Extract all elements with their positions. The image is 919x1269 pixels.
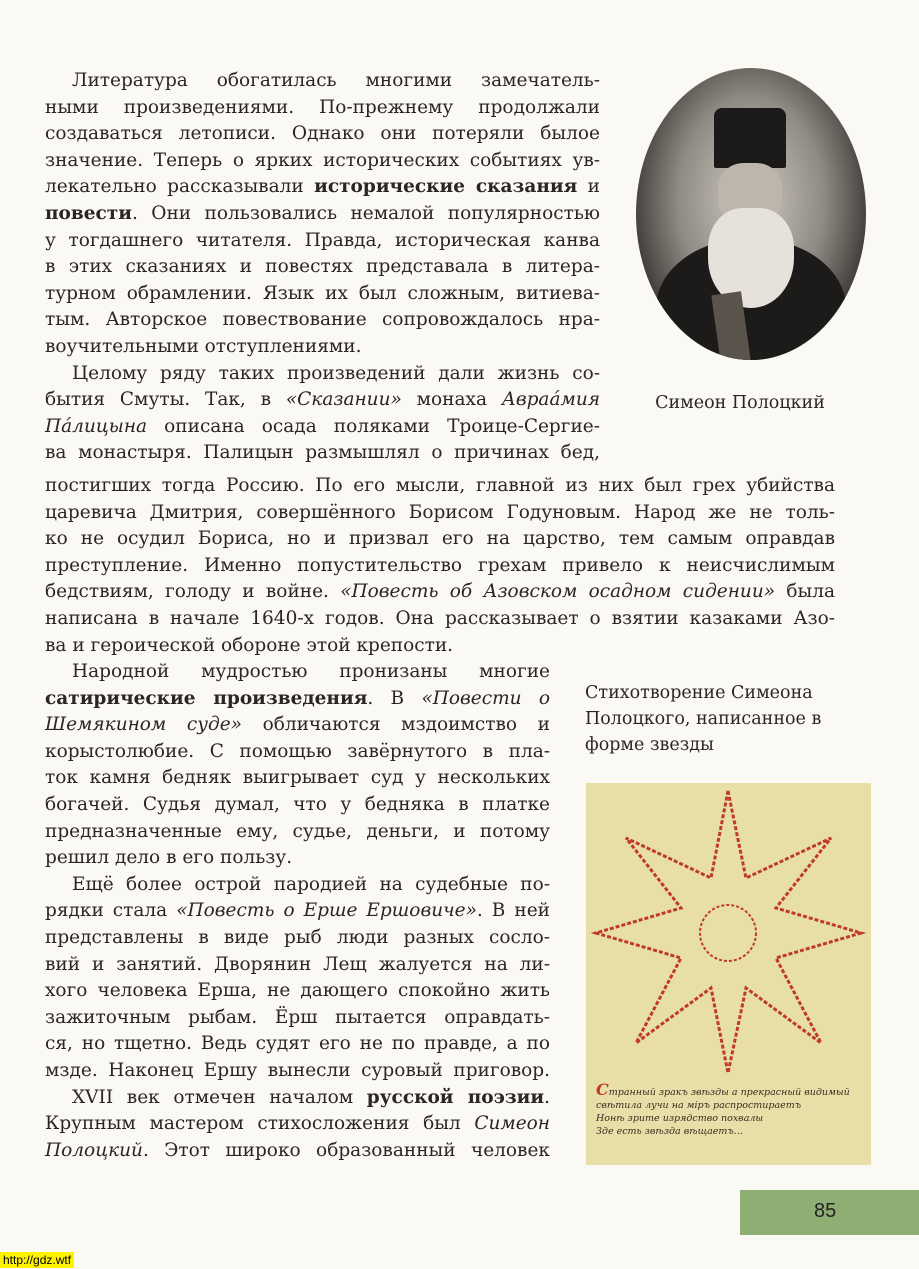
text-run: богачей. Судья думал, что у бедняка в платке (45, 793, 550, 815)
italic-title: Симеон (474, 1113, 550, 1135)
text-line (45, 307, 600, 334)
italic-title: Пáлицына (45, 415, 148, 437)
star-shape-icon (586, 783, 871, 1083)
text-run: в этих сказаниях и повестях представала в литера- (45, 256, 600, 278)
text-run: преступление. Именно попустительство грехам привело к неисчислимым (45, 554, 835, 576)
text-run: Целому ряду таких произведений дали жизнь со- (72, 362, 600, 384)
text-line (45, 1111, 550, 1138)
italic-title: Полоцкий (45, 1139, 143, 1161)
text-line (45, 387, 600, 414)
text-run: зажиточным рыбам. Ёрш пытается оправдать- (45, 1006, 550, 1028)
text-line (45, 898, 550, 925)
text-line (45, 1005, 550, 1032)
text-line (45, 440, 600, 467)
text-run: лекательно рассказывали (45, 176, 315, 198)
text-run: бедствиям, голоду и войне. (45, 581, 341, 603)
page-number: 85 (814, 1200, 837, 1222)
text-run: . Этот широко образованный человек (142, 1139, 550, 1161)
text-run: описана осада поляками Троице-Сергие- (147, 415, 600, 437)
text-line (45, 978, 550, 1005)
italic-title: «Повесть о Ерше Ершовиче» (176, 900, 477, 922)
text-run: . Они пользовались немалой популярностью (131, 202, 600, 224)
italic-title: Авраáмия (501, 389, 600, 411)
text-line (45, 952, 550, 979)
text-run: предназначенные ему, судье, деньги, и потому (45, 820, 550, 842)
text-line (45, 254, 600, 281)
text-line (45, 872, 550, 899)
text-run: монаха (401, 389, 502, 411)
text-line (45, 553, 835, 580)
text-line (45, 1138, 550, 1165)
text-line (45, 845, 550, 872)
text-line (45, 361, 600, 388)
text-run: тым. Авторское повествование сопровождалось нра- (45, 309, 600, 331)
star-poem-image (586, 783, 871, 1165)
text-line (45, 1031, 550, 1058)
text-run: и (577, 176, 600, 198)
text-line (45, 925, 550, 952)
text-line (45, 281, 600, 308)
star-poem-caption: Стихотворение Симеона Полоцкого, написанное в форме звезды (585, 683, 822, 755)
text-run: ток камня бедняк выигрывает суд у нескольких (45, 767, 550, 789)
text-run: создаваться летописи. Однако они потеряли былое (45, 123, 600, 145)
portrait-hat (714, 108, 786, 168)
text-line (45, 68, 600, 95)
bold-term: повести (45, 202, 132, 224)
text-run: у тогдашнего читателя. Правда, историческая канва (45, 229, 600, 251)
text-run: ными произведениями. По-прежнему продолжали (45, 96, 600, 118)
text-line (45, 712, 550, 739)
text-run: хого человека Ерша, не дающего спокойно жить (45, 980, 550, 1002)
text-run: ся, но тщетно. Ведь судят его не по правде, а по (45, 1033, 550, 1055)
text-column-wide (45, 473, 835, 659)
text-line (45, 500, 835, 527)
italic-title: «Повести о (421, 687, 550, 709)
text-line (45, 765, 550, 792)
text-run: мзде. Наконец Ершу вынесли суровый приговор. (45, 1059, 550, 1081)
bold-term: сатирические произведения (45, 687, 368, 709)
text-line (45, 228, 600, 255)
text-line (45, 334, 600, 361)
text-line (45, 606, 835, 633)
text-run: значение. Теперь о ярких исторических событиях ув- (45, 149, 600, 171)
text-line (45, 579, 835, 606)
text-run: воучительными отступлениями. (45, 335, 362, 357)
watermark: http://gdz.wtf (0, 1252, 74, 1268)
italic-title: «Сказании» (285, 389, 402, 411)
text-run: вий и занятий. Дворянин Лещ жалуется на ли- (45, 953, 550, 975)
text-line (45, 633, 835, 660)
text-run: постигших тогда Россию. По его мысли, главной из них был грех убийства (45, 475, 835, 496)
text-run: Литература обогатилась многими замечатель- (72, 70, 600, 91)
text-run: корыстолюбие. С помощью завёрнутого в пла- (45, 740, 550, 762)
text-run: Народной мудростью пронизаны многие (72, 661, 550, 682)
portrait-caption: Симеон Полоцкий (655, 393, 825, 413)
text-run: ва и героической обороне этой крепости. (45, 634, 454, 656)
text-run: решил дело в его пользу. (45, 847, 293, 869)
text-run: . (544, 1086, 550, 1108)
text-line (45, 95, 600, 122)
text-run: бытия Смуты. Так, в (45, 389, 286, 411)
text-line (45, 819, 550, 846)
star-poem-handwritten-text: Странный зракъ звѣзды а прекрасный видимый свѣтила лучи на міръ распростираетъ Нонѣ зрите изрядство похвалы Зде есть звѣзда вѣщаетъ... (596, 1080, 850, 1137)
text-run: обличаются мздоимство и (241, 714, 550, 736)
text-run: ва монастыря. Палицын размышлял о причинах бед, (45, 442, 600, 464)
text-run: . В (367, 687, 422, 709)
text-line (45, 1085, 550, 1112)
text-line (45, 739, 550, 766)
bold-term: русской поэзии (366, 1086, 545, 1108)
text-run: написана в начале 1640-х годов. Она рассказывает о взятии казаками Азо- (45, 607, 835, 629)
text-line (45, 473, 835, 500)
text-line (45, 792, 550, 819)
text-line (45, 121, 600, 148)
text-run: турном обрамлении. Язык их был сложным, витиева- (45, 282, 600, 304)
text-line (45, 174, 600, 201)
text-line (45, 148, 600, 175)
text-run: была (775, 581, 835, 603)
bold-term: исторические сказания (314, 176, 578, 198)
text-line (45, 659, 550, 686)
simeon-polotsky-portrait (636, 68, 866, 360)
text-column-top (45, 68, 600, 467)
italic-title: «Повесть об Азовском осадном сидении» (340, 581, 776, 603)
text-column-bottom (45, 659, 550, 1164)
page-number-band (740, 1190, 919, 1235)
text-run: Ещё более острой пародией на судебные по- (72, 873, 550, 895)
text-run: Крупным мастером стихосложения был (45, 1113, 475, 1135)
text-run: ко не осудил Бориса, но и призвал его на царство, тем самым оправдав (45, 528, 835, 550)
text-run: царевича Дмитрия, совершённого Борисом Годуновым. Народ же не толь- (45, 501, 835, 523)
text-line (45, 526, 835, 553)
text-line (45, 686, 550, 713)
text-run: . В ней (476, 900, 550, 922)
text-run: рядки стала (45, 900, 177, 922)
text-line (45, 414, 600, 441)
text-run: представлены в виде рыб люди разных сосло- (45, 926, 550, 948)
italic-title: Шемякином суде» (45, 714, 242, 736)
text-line (45, 201, 600, 228)
text-line (45, 1058, 550, 1085)
text-run: XVII век отмечен началом (72, 1086, 367, 1108)
